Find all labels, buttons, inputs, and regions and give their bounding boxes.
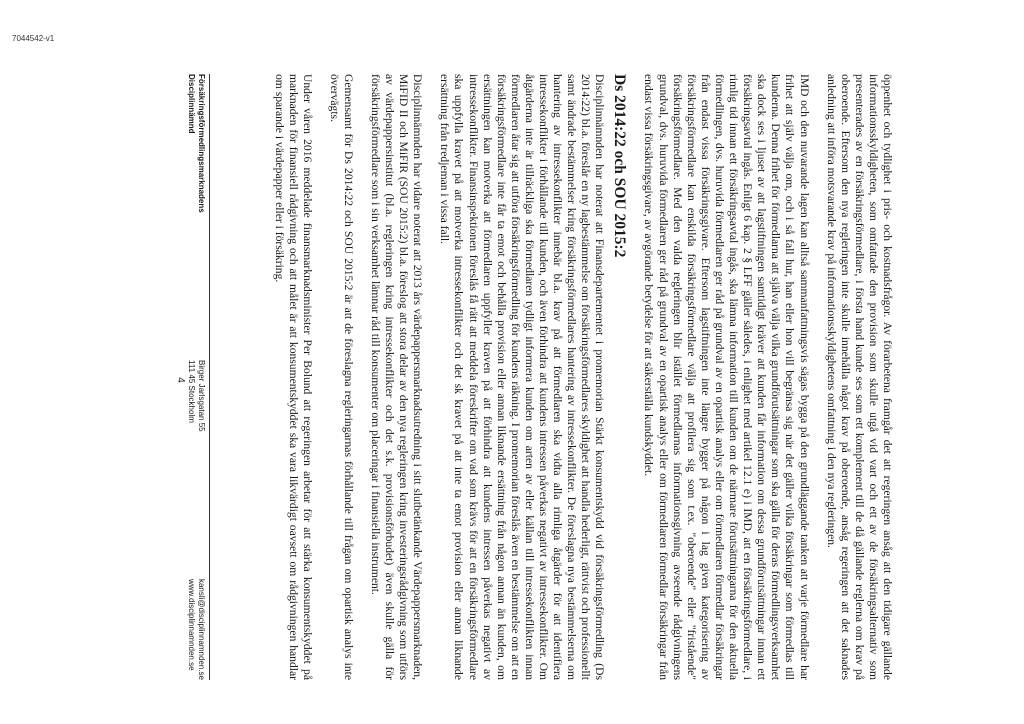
page-footer: [186, 74, 210, 680]
footer-address-line1: Birger Jarlsgatan 55: [197, 360, 206, 432]
section-heading: Ds 2014:22 och SOU 2015:2: [611, 74, 629, 258]
body-text: [258, 74, 894, 680]
footer-org-line2: Disciplinnämnd: [187, 74, 196, 134]
footer-contact: [186, 579, 206, 680]
page-number: 4: [175, 377, 186, 383]
footer-organization: [186, 74, 206, 213]
document-id: 7044542-v1: [12, 34, 55, 43]
footer-address: [186, 360, 206, 432]
paragraph-4: Disciplinnämnden har vidare noterat att 2013 års värdepappersmarknadsutredning i sitt slutbetänkande Värdepappersmarknaden, MiFID II och MiFIR (SOU 2015:2) bl.a. föreslog att stora delar av den nya regleringen kring investeringsrådgivning som utförs av värdepappersinstitut (bl.a. regleringen kring intressekonflikter och det s.k. provisionsförbudet) även skulle gälla för försäkringsförmedlare som i sin verksamhet lämnar råd till konsumenter om placeringar i finansiella instrument.: [369, 74, 425, 680]
paragraph-5: Gemensamt för Ds 2014:22 och SOU 2015:2 är att de föreslagna regleringarnas förhållande till frågan om opartisk analys inte övervägts.: [327, 74, 355, 680]
footer-address-line2: 111 45 Stockholm: [187, 360, 196, 423]
footer-org-line1: Försäkringsförmedlingsmarknadens: [197, 74, 206, 213]
paragraph-2: IMD och den nuvarande lagen kan alltså sammanfattningsvis sägas bygga på den grundläggande tanken att varje förmedlare har frihet att själv välja om, och i så fall hur, han eller hon vill begränsa sig när det gäller vilka försäkringar som förmedlas till kunderna. Denna frihet för förmedlarna att själva välja vilka grundförutsättningar som ska gälla för deras förmedlingsverksamhet ska dock ses i ljuset av att lagstiftningen samtidigt kräver att kunden får information om dessa grundförutsättningar innan ett försäkringsavtal ingås. Enligt 6 kap. 2 § LFF gäller således, i enlighet med artikel 12.1 e) i IMD, att en försäkringsförmedlare, i rimlig tid innan ett försäkringsavtal ingås, ska lämna information till kunden om de närmare förutsättningarna för den aktuella förmedlingen, dvs. huruvida förmedlaren ger råd på grundval av en opartisk analys eller om förmedlaren förmedlar försäkringar från endast vissa försäkringsgivare. Eftersom lagstiftningen inte längre bygger på någon i lag given kategorisering av försäkringsförmedlare kan enskilda försäkringsförmedlare välja att profilera sig som t.ex. "oberoende" eller "fristående" försäkringsförmedlare. Med den valda regleringen blir istället förmedlarnas informationsgivning avseende rådgivningens grundval, dvs. huruvida förmedlaren ger råd på grundval av en opartisk analys eller om förmedlaren förmedlar försäkringar från endast vissa försäkringsgivare, av avgörande betydelse för att säkerställa kundskyddet.: [642, 74, 811, 680]
rotated-page: [116, 0, 916, 724]
footer-email-link[interactable]: kansli@disciplinnamnden.se: [197, 578, 206, 680]
paragraph-6: Under våren 2016 meddelade finansmarknadsminister Per Bolund att regeringen arbetar för att stärka konsumentskyddet på marknaden för finansiell rådgivning och att målet är att konsumentskyddet ska vara likvärdigt oavsett om rådgivningen handlar om sparande i värdepapper eller i försäkring.: [272, 74, 314, 680]
paragraph-3: Disciplinnämnden har noterat att Finansdepartementet i promemorian Stärkt konsumentskydd vid försäkringsförmedling (Ds 2014:22) bl.a. föreslår en ny lagbestämmelse om försäkringsförmedlares skyldighet att handla hederligt, rättvist och professionellt samt ändrade bestämmelser kring försäkringsförmedlares hantering av intressekonflikter. De föreslagna nya bestämmelserna om hantering av intressekonflikter innebär bl.a. krav på att förmedlaren ska vidta alla rimliga åtgärder för att identifiera intressekonflikter i förhållande till kunden, och även förhindra att kundens intressen påverkas negativt av intressekonflikter. Om åtgärderna inte är tillräckliga ska förmedlaren tydligt informera kunden om arten av eller källan till intressekonflikten innan förmedlaren åtar sig att utföra försäkringsförmedling för kundens räkning. I promemorian föreslås även en bestämmelse om att en försäkringsförmedlare inte får ta emot och behålla provision eller annan liknande ersättning från någon annan än kunden, om ersättningen kan motverka att förmedlaren uppfyller kraven på att förhindra att kundens intressen påverkas negativt av intressekonflikter. Finansinspektionen föreslås få rätt att meddela föreskrifter om vad som krävs för att en försäkringsförmedlare ska uppfylla kravet på att motverka intressekonflikter och det sk kravet på att inte ta emot provision eller annan liknande ersättning från tredjeman i vissa fall.: [438, 74, 607, 680]
paragraph-1: öppenhet och tydlighet i pris- och kostnadsfrågor. Av förarbetena framgår det att regeringen ansåg att den tidigare gällande informationsskyldigheten, som omfattade den provision som skulle utgå vid vart och ett av de försäkringsalternativ som presenterades av en försäkringsförmedlare, i första hand kunde ses som ett komplement till de då gällande reglerna om krav på oberoende. Eftersom den nya regleringen inte skulle innehålla något krav på oberoende, ansåg regeringen att det saknades anledning att införa motsvarande krav på informationsskyldighetens omfattning i den nya regleringen.: [824, 74, 894, 680]
footer-website-link[interactable]: www.disciplinnamnden.se: [187, 578, 196, 671]
